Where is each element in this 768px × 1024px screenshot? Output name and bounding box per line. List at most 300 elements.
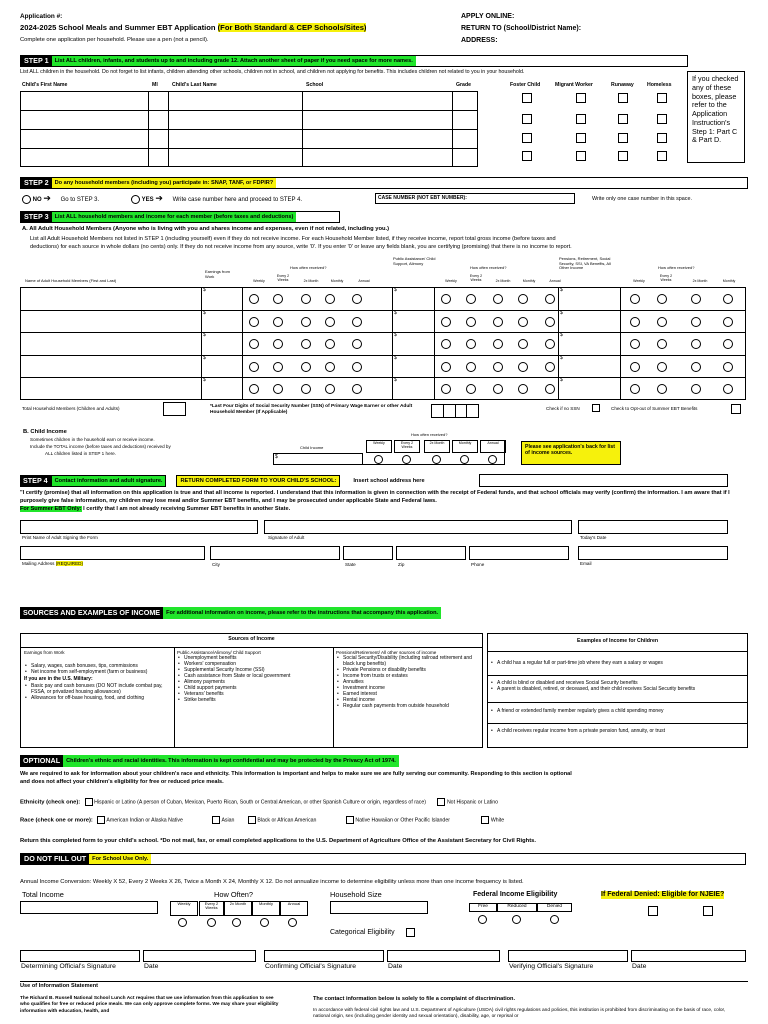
children-income-heading: Examples of Income for Children	[577, 638, 658, 644]
race-option: American Indian or Alaska Native	[106, 817, 183, 824]
children-example	[490, 728, 746, 734]
earnings-column	[24, 650, 172, 701]
status-checkbox[interactable]	[522, 93, 532, 103]
school-use-heading: For School Use Only.	[89, 854, 151, 864]
children-grid	[20, 91, 478, 167]
radio-circle-icon[interactable]	[723, 294, 733, 304]
frequency-label: Weekly	[170, 901, 198, 916]
njeie-yes-checkbox[interactable]	[648, 906, 658, 916]
federal-column: Reduced	[497, 903, 537, 912]
public-assistance-column	[177, 650, 331, 703]
pensions-column	[336, 650, 481, 709]
children-income-table	[487, 633, 748, 748]
total-income-input[interactable]	[20, 901, 158, 914]
form-title-text: 2024-2025 School Meals and Summer EBT Application	[20, 23, 216, 32]
optional-paragraph	[20, 770, 572, 787]
application-number-label: Application #:	[20, 13, 63, 20]
radio-circle-icon[interactable]	[232, 918, 241, 927]
use-of-info-body: The Richard B. Russell National School Lunch Act requires that we use information from this application to see who qualifies for free or reduced price meals. We can only approve complete forms. We may share your eligibility information with education, health, and	[20, 996, 279, 1014]
federal-eligibility-label: Federal Income Eligibility	[473, 891, 558, 898]
signature-input[interactable]	[264, 520, 572, 534]
frequency-label: Weekly	[445, 279, 457, 283]
zip-input[interactable]	[396, 546, 466, 560]
case-number-label: CASE NUMBER (NOT EBT NUMBER):	[378, 195, 467, 201]
sources-heading: For additional information on income, please refer to the instructions that accompany this application.	[163, 607, 441, 619]
how-often-label: How Often?	[214, 890, 254, 899]
grade-input[interactable]	[453, 149, 478, 167]
first-name-input[interactable]	[21, 130, 149, 149]
frequency-label: Monthly	[722, 279, 736, 283]
optional-heading: Children's ethnic and racial identities. This information is kept confidential and may be protected by the Privacy Act of 1974.	[63, 755, 399, 767]
no-ssn-checkbox[interactable]	[592, 404, 600, 412]
checkbox-icon[interactable]	[437, 798, 445, 806]
frequency-label: 2x Month	[424, 440, 450, 453]
ssn-digit[interactable]	[444, 405, 456, 417]
step3-a-text1: List all Adult Household Members not listed in STEP 1 (including yourself) even if they do not receive income. For each Household Member listed, if they receive income, report total gross income (before taxes and	[30, 236, 556, 242]
radio-circle-icon[interactable]	[691, 317, 701, 327]
grade-input[interactable]	[453, 130, 478, 149]
dollar-sign: $	[394, 354, 397, 361]
radio-circle-icon[interactable]	[249, 294, 259, 304]
race-option: White	[490, 817, 505, 824]
adult-name-header: Name of Adult Household Members (First and Last)	[25, 278, 117, 283]
ssn-digit[interactable]	[467, 405, 478, 417]
race-label: Race (check one or more):	[20, 817, 93, 824]
ssn-digit[interactable]	[456, 405, 468, 417]
military-title: If you are in the U.S. Military:	[24, 676, 93, 683]
frequency-label: 2x Month	[224, 901, 252, 916]
child-row-1	[21, 92, 478, 111]
radio-circle-icon[interactable]	[249, 317, 259, 327]
column-divider	[242, 287, 243, 400]
optional-bar	[20, 755, 515, 767]
mi-input[interactable]	[149, 149, 169, 167]
list-item: • Income from trusts or estates	[336, 673, 481, 679]
radio-circle-icon[interactable]	[178, 918, 187, 927]
checkbox-icon[interactable]	[481, 816, 489, 824]
radio-circle-icon[interactable]	[402, 455, 411, 464]
frequency-label: Annual	[549, 279, 561, 283]
list-item: • Salary, wages, cash bonuses, tips, commissions	[24, 663, 172, 669]
opt-out-label: Check to Opt-out of Summer EBT Benefits	[611, 406, 698, 411]
radio-circle-icon[interactable]	[545, 362, 555, 372]
radio-circle-icon[interactable]	[466, 362, 476, 372]
certification-text	[20, 490, 748, 513]
mailing-address-input[interactable]	[20, 546, 205, 560]
radio-circle-icon[interactable]	[207, 918, 216, 927]
earnings-list	[24, 663, 172, 675]
optional-para2: and does not affect your children's eligibility for free or reduced price meals.	[20, 779, 224, 786]
state-label: State	[345, 562, 356, 567]
column-divider	[392, 287, 393, 400]
col-grade: Grade	[456, 82, 471, 88]
federal-column: Denied	[537, 903, 572, 912]
radio-circle-icon[interactable]	[301, 317, 311, 327]
list-item: • Cash assistance from State or local government	[177, 673, 331, 679]
case-number-field[interactable]	[375, 193, 575, 204]
first-name-input[interactable]	[21, 92, 149, 111]
radio-circle-icon[interactable]	[325, 317, 335, 327]
adult-name-input[interactable]	[21, 311, 200, 332]
total-members-input[interactable]	[163, 402, 186, 416]
household-size-input[interactable]	[330, 901, 428, 914]
radio-circle-icon[interactable]	[273, 294, 283, 304]
ethnicity-row	[20, 798, 498, 806]
opt-out-checkbox[interactable]	[731, 404, 741, 414]
step1-instructions: List ALL children in the household. Do not forget to list infants, children attending other schools, children not in school, and children not applying for benefits. This includes children not related to you in your household.	[20, 69, 525, 75]
date-input[interactable]	[578, 520, 728, 534]
adult-name-input[interactable]	[21, 288, 200, 309]
summer-ebt-label: For Summer EBT Only:	[20, 505, 82, 512]
pensions-header: Pensions, Retirement, Social Security, SSI, VA Benefits, All Other Income	[559, 256, 611, 271]
race-row	[20, 816, 504, 824]
list-item: • A parent is disabled, retired, or deceased, and their child receives Social Security benefits	[490, 686, 746, 692]
col-last-name: Child's Last Name	[172, 82, 217, 88]
frequency-label: Every 2 Weeks	[276, 274, 290, 283]
list-item: • Workers' compensation	[177, 661, 331, 667]
school-input[interactable]	[303, 111, 453, 130]
status-checkbox[interactable]	[657, 133, 667, 143]
radio-circle-icon[interactable]	[545, 294, 555, 304]
adult-name-input[interactable]	[21, 378, 200, 399]
radio-circle-icon[interactable]	[478, 915, 487, 924]
col-mi: MI	[152, 82, 158, 88]
col-migrant: Migrant Worker	[555, 82, 593, 88]
form-title	[20, 24, 366, 33]
list-item: • Annuities	[336, 679, 481, 685]
no-radio[interactable]	[22, 195, 31, 204]
school-use-bar	[20, 853, 746, 865]
ssn-digit[interactable]	[432, 405, 444, 417]
radio-circle-icon[interactable]	[301, 294, 311, 304]
school-input[interactable]	[303, 92, 453, 111]
radio-circle-icon[interactable]	[518, 317, 528, 327]
list-item: • Allowances for off-base housing, food, and clothing	[24, 695, 172, 701]
status-checkbox[interactable]	[657, 114, 667, 124]
status-checkbox[interactable]	[618, 133, 628, 143]
child-income-label: Child Income	[300, 445, 324, 450]
ssn-input[interactable]	[431, 404, 479, 418]
list-item: • Rental income	[336, 697, 481, 703]
sources-tag: SOURCES AND EXAMPLES OF INCOME	[20, 607, 163, 619]
radio-circle-icon[interactable]	[352, 317, 362, 327]
status-checkbox[interactable]	[618, 114, 628, 124]
school-input[interactable]	[303, 130, 453, 149]
categorical-eligibility-label: Categorical Eligibility	[330, 929, 395, 936]
radio-circle-icon[interactable]	[493, 294, 503, 304]
no-ssn-label: Check if no SSN	[546, 406, 580, 411]
yes-radio[interactable]	[131, 195, 140, 204]
military-list	[24, 683, 172, 701]
dollar-sign: $	[203, 377, 206, 384]
verifying-date-label: Date	[632, 963, 647, 970]
optional-tag: OPTIONAL	[20, 755, 63, 767]
radio-circle-icon[interactable]	[441, 362, 451, 372]
phone-label: Phone	[471, 562, 485, 567]
list-item: • Child support payments	[177, 685, 331, 691]
ssn-label: *Last Four Digits of Social Security Number (SSN) of Primary Wage Earner or other Adult Household Member (If Applicable)	[210, 404, 413, 415]
determining-date-label: Date	[144, 963, 159, 970]
grade-input[interactable]	[453, 92, 478, 111]
step2-bar	[20, 177, 748, 189]
radio-circle-icon[interactable]	[518, 294, 528, 304]
radio-circle-icon[interactable]	[441, 317, 451, 327]
radio-circle-icon[interactable]	[466, 294, 476, 304]
radio-circle-icon[interactable]	[325, 294, 335, 304]
last-name-input[interactable]	[169, 92, 303, 111]
verifying-date-input[interactable]	[631, 950, 746, 962]
radio-circle-icon[interactable]	[493, 317, 503, 327]
radio-circle-icon[interactable]	[657, 362, 667, 372]
form-title-highlight: (For Both Standard & CEP Schools/Sites)	[217, 23, 367, 32]
frequency-label: Weekly	[366, 440, 392, 453]
public-assistance-header: Public Assistance/ Child Support, Alimony	[393, 256, 436, 266]
step1-side-note: If you checked any of these boxes, please refer to the Application Instruction's Step 1: Part C & Part D.	[687, 71, 745, 163]
state-input[interactable]	[343, 546, 393, 560]
use-of-info-title: Use of Information Statement	[20, 983, 99, 989]
yes-action: Write case number here and proceed to STEP 4.	[172, 197, 303, 203]
radio-circle-icon[interactable]	[352, 362, 362, 372]
step1-children-table	[20, 81, 478, 166]
radio-circle-icon[interactable]	[260, 918, 269, 927]
pensions-title: Pensions/Retirement/ All other sources of income	[336, 650, 437, 655]
child-income-text3: ALL children listed in STEP 1 here.	[45, 451, 116, 456]
radio-circle-icon[interactable]	[493, 362, 503, 372]
last-name-input[interactable]	[169, 111, 303, 130]
federal-column: Free	[469, 903, 497, 912]
ethnicity-option: Hispanic or Latino (A person of Cuban, Mexican, Puerto Rican, South or Central American, or other Spanish Culture or origin, regardless of race)	[94, 799, 427, 806]
status-checkbox[interactable]	[576, 93, 586, 103]
return-to-label: RETURN TO (School/District Name):	[461, 25, 582, 32]
list-item: • Supplemental Security Income (SSI)	[177, 667, 331, 673]
checkbox-icon[interactable]	[212, 816, 220, 824]
checkbox-icon[interactable]	[248, 816, 256, 824]
confirming-signature-input[interactable]	[264, 950, 384, 962]
col-school: School	[306, 82, 324, 88]
ethnicity-option: Not Hispanic or Latino	[446, 799, 498, 806]
mailing-address-text: Mailing Address	[22, 561, 55, 566]
last-name-input[interactable]	[169, 130, 303, 149]
determining-date-input[interactable]	[143, 950, 256, 962]
form-subtitle: Complete one application per household. Please use a pen (not a pencil).	[20, 37, 209, 43]
dollar-sign: $	[560, 309, 563, 316]
status-checkbox[interactable]	[522, 133, 532, 143]
school-address-input[interactable]	[479, 474, 728, 487]
child-income-text1: Sometimes children in the household earn or receive income.	[30, 437, 155, 442]
adult-name-input[interactable]	[21, 333, 200, 354]
radio-circle-icon[interactable]	[691, 362, 701, 372]
radio-circle-icon[interactable]	[630, 362, 640, 372]
checkbox-icon[interactable]	[85, 798, 93, 806]
race-option: Native Hawaiian or Other Pacific Islander	[355, 817, 450, 824]
email-input[interactable]	[578, 546, 728, 560]
radio-circle-icon[interactable]	[512, 915, 521, 924]
zip-label: Zip	[398, 562, 405, 567]
how-often-label: How often received?	[290, 265, 327, 270]
confirming-date-input[interactable]	[387, 950, 500, 962]
radio-circle-icon[interactable]	[630, 294, 640, 304]
dollar-sign: $	[394, 332, 397, 339]
list-item: • A child is blind or disabled and receives Social Security benefits	[490, 680, 746, 686]
first-name-input[interactable]	[21, 111, 149, 130]
radio-circle-icon[interactable]	[301, 362, 311, 372]
sources-bar	[20, 607, 528, 619]
step1-bar	[20, 55, 688, 67]
child-income-text2: Include the TOTAL income (before taxes and deductions) received by	[30, 444, 171, 449]
print-name-label: Print Name of Adult Signing the Form	[22, 535, 98, 540]
child-income-input[interactable]	[273, 453, 363, 465]
radio-circle-icon[interactable]	[273, 317, 283, 327]
frequency-label: Weekly	[253, 279, 265, 283]
public-title: Public Assistance/Alimony/ Child Support	[177, 650, 261, 655]
how-often-label: How often received?	[470, 265, 507, 270]
determining-signature-input[interactable]	[20, 950, 140, 962]
checkbox-icon[interactable]	[97, 816, 105, 824]
frequency-label: Annual	[280, 901, 308, 916]
frequency-label: Weekly	[633, 279, 645, 283]
determining-label: Determining Official's Signature	[21, 963, 116, 970]
status-checkbox[interactable]	[657, 151, 667, 161]
signature-label: Signature of Adult	[268, 535, 305, 540]
list-item: • Unemployment benefits	[177, 655, 331, 661]
dollar-sign: $	[275, 454, 278, 460]
list-item: • Strike benefits	[177, 697, 331, 703]
radio-circle-icon[interactable]	[325, 362, 335, 372]
radio-circle-icon[interactable]	[460, 455, 469, 464]
total-income-label: Total Income	[22, 890, 64, 899]
step3-a-title: A. All Adult Household Members (Anyone who is living with you and shares income and expenses, even if not related, including you.)	[22, 226, 390, 232]
frequency-label: Monthly	[452, 440, 478, 453]
list-item: • Earned interest	[336, 691, 481, 697]
insert-address-label: Insert school address here	[353, 477, 425, 484]
status-checkbox[interactable]	[657, 93, 667, 103]
step3-a-text2	[30, 244, 572, 250]
column-divider	[201, 287, 202, 400]
radio-circle-icon[interactable]	[466, 317, 476, 327]
return-instructions: Return this completed form to your child's school. *Do not mail, fax, or email completed applications to the U.S. Department of Agriculture Office of the Assistant Secretary for Civil Rights.	[20, 838, 536, 844]
step3-a-text2-span: deductions) for each source in whole dollars (no cents) only. If they do not receive income from any source, write '0'. If you enter '0' or leave any fields blank, you are certifying (promising) that there is no income to report.	[30, 244, 572, 250]
col-foster: Foster Child	[510, 82, 541, 88]
sources-heading-label: Sources of Income	[228, 636, 275, 642]
list-item: • Basic pay and cash bonuses (DO NOT include combat pay, FSSA, or privatized housing allowances)	[24, 683, 172, 695]
radio-circle-icon[interactable]	[723, 317, 733, 327]
radio-circle-icon[interactable]	[432, 455, 441, 464]
frequency-label: 2x Month	[692, 279, 708, 283]
apply-online-label: APPLY ONLINE:	[461, 13, 515, 20]
contact-text: In accordance with federal civil rights law and U.S. Department of Agriculture (USDA) civil rights regulations and policies, this institution is prohibited from discriminating on the basis of race, color, national origin, sex (including gender identity and sexual orientation), disability, age, or reprisal or	[313, 1008, 726, 1020]
verifying-signature-input[interactable]	[508, 950, 628, 962]
list-item: • A child has a regular full or part-time job where they earn a salary or wages	[490, 660, 746, 666]
status-checkbox[interactable]	[576, 133, 586, 143]
njeie-no-checkbox[interactable]	[703, 906, 713, 916]
radio-circle-icon[interactable]	[518, 362, 528, 372]
radio-circle-icon[interactable]	[657, 294, 667, 304]
no-action: Go to STEP 3.	[60, 197, 100, 203]
city-input[interactable]	[210, 546, 340, 560]
dollar-sign: $	[394, 377, 397, 384]
certification-body: "I certify (promise) that all information on this application is true and that all income is reported. I understand that this information is given in connection with the receipt of Federal funds, and that school officials may verify (confirm) the information. I am aware that if I purposely give false information, my children may lose meal and/or Summer EBT benefits, and I may be prosecuted under applicable State and Federal laws.	[20, 490, 730, 504]
school-input[interactable]	[303, 149, 453, 167]
radio-circle-icon[interactable]	[657, 317, 667, 327]
mi-input[interactable]	[149, 111, 169, 130]
radio-circle-icon[interactable]	[545, 317, 555, 327]
radio-circle-icon[interactable]	[249, 362, 259, 372]
dollar-sign: $	[560, 377, 563, 384]
mi-input[interactable]	[149, 92, 169, 111]
checkbox-icon[interactable]	[346, 816, 354, 824]
child-row-2	[21, 111, 478, 130]
first-name-input[interactable]	[21, 149, 149, 167]
radio-circle-icon[interactable]	[352, 294, 362, 304]
children-example	[490, 660, 746, 666]
contact-title: The contact information below is solely to file a complaint of discrimination.	[313, 996, 516, 1002]
radio-circle-icon[interactable]	[288, 918, 297, 927]
frequency-label: 2x Month	[495, 279, 511, 283]
earnings-title: Earnings from Work	[24, 650, 65, 655]
status-checkbox[interactable]	[618, 93, 628, 103]
city-label: City	[212, 562, 220, 567]
grade-input[interactable]	[453, 111, 478, 130]
summer-ebt-text: I certify that I am not already receiving Summer EBT benefits in another State.	[83, 505, 291, 512]
last-name-input[interactable]	[169, 149, 303, 167]
confirming-date-label: Date	[388, 963, 403, 970]
dollar-sign: $	[203, 287, 206, 293]
radio-circle-icon[interactable]	[273, 362, 283, 372]
radio-circle-icon[interactable]	[630, 317, 640, 327]
status-checkbox[interactable]	[618, 151, 628, 161]
child-income-title: B. Child Income	[23, 429, 67, 435]
adult-name-input[interactable]	[21, 356, 200, 377]
list-item: • Investment income	[336, 685, 481, 691]
no-label: NO	[32, 197, 42, 203]
frequency-label: Monthly	[252, 901, 280, 916]
radio-circle-icon[interactable]	[488, 455, 497, 464]
status-checkbox[interactable]	[576, 114, 586, 124]
column-divider	[558, 287, 559, 400]
print-name-input[interactable]	[20, 520, 258, 534]
pensions-list	[336, 655, 481, 709]
radio-circle-icon[interactable]	[723, 362, 733, 372]
list-item: • Net income from self-employment (farm or business)	[24, 669, 172, 675]
status-checkbox[interactable]	[522, 151, 532, 161]
mi-input[interactable]	[149, 130, 169, 149]
status-checkbox[interactable]	[576, 151, 586, 161]
dollar-sign: $	[560, 354, 563, 361]
step3-heading: List ALL household members and income for each member (before taxes and deductions)	[52, 212, 297, 222]
step4-tag: STEP 4	[20, 475, 51, 487]
arrow-right-icon: ➔	[43, 193, 51, 203]
col-first-name: Child's First Name	[22, 82, 68, 88]
list-item: • A child receives regular income from a private pension fund, annuity, or trust	[490, 728, 746, 734]
radio-circle-icon[interactable]	[441, 294, 451, 304]
radio-circle-icon[interactable]	[374, 455, 383, 464]
child-row-4	[21, 149, 478, 167]
step3-bar	[20, 211, 340, 223]
frequency-label: 2x Month	[303, 279, 319, 283]
phone-input[interactable]	[469, 546, 569, 560]
return-form-label: RETURN COMPLETED FORM TO YOUR CHILD'S SCHOOL:	[176, 475, 340, 487]
ethnicity-label: Ethnicity (check one):	[20, 799, 81, 806]
frequency-label: Every 2 Weeks	[394, 440, 420, 453]
radio-circle-icon[interactable]	[550, 915, 559, 924]
frequency-label: Every 2 Weeks	[469, 274, 483, 283]
status-checkbox[interactable]	[522, 114, 532, 124]
frequency-label: Every 2 Weeks	[199, 901, 224, 916]
categorical-checkbox[interactable]	[406, 928, 415, 937]
email-label: Email	[580, 561, 592, 566]
radio-circle-icon[interactable]	[691, 294, 701, 304]
children-example	[490, 680, 746, 692]
